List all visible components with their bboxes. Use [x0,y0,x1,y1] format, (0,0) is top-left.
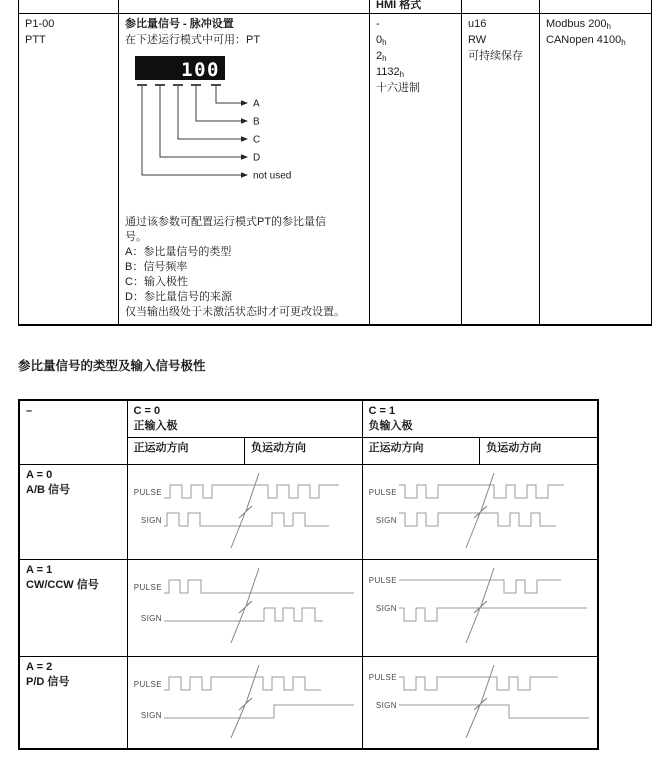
sign-label: SIGN [375,701,397,710]
param-id: P1-00 [25,18,55,30]
a-value: A = 2 [26,661,53,673]
hmi-value: $1132_h$ [376,66,405,79]
display-value: 100 [181,59,220,81]
pulse-label: PULSE [133,583,162,592]
body-line: 通过该参数可配置运行模式PT的参比量信 [125,216,327,228]
pin-label-a: A [253,98,260,110]
hmi-format-cell [370,14,462,326]
canopen-address: CANopen $4100_h$ [546,34,626,47]
signal-type-table [18,399,599,750]
waveform-a1-c1 [362,560,598,657]
arrow-icon [241,172,248,177]
c1-title: C = 1 [368,405,396,417]
sign-label: SIGN [375,516,397,525]
polarity-header-row [19,400,598,438]
pulse-label: PULSE [368,488,397,497]
waveform-a0-c1 [362,465,598,560]
body-line: A：参比量信号的类型 [125,246,232,258]
pin-label-d: D [253,152,261,164]
header-cell-empty-1 [19,0,119,14]
callout-c [178,86,260,146]
c1-dir-pos-cell: 正运动方向 [362,438,480,465]
parameter-table [18,0,652,326]
signal-name: P/D 信号 [26,676,70,688]
arrow-icon [241,100,248,105]
callout-a [216,86,260,110]
waveform-a0-c0 [127,465,362,560]
parameter-row [19,14,652,326]
c0-title: C = 0 [133,405,161,417]
c1-header-cell [362,400,598,438]
display-diagram-svg [127,54,363,200]
hmi-value: $0_h$ [376,34,387,47]
modbus-address: Modbus $200_h$ [546,18,611,31]
body-line: 仅当输出级处于未激活状态时才可更改设置。 [125,306,345,318]
header-cell-empty-4 [540,0,652,14]
pulse-label: PULSE [368,673,397,682]
row-a0 [19,465,598,560]
corner-cell: – [19,400,127,465]
param-code: PTT [25,34,46,46]
arrow-icon [241,118,248,123]
waveform-a2-c0-svg [128,657,362,741]
param-id-cell [19,14,119,326]
body-line: B：信号频率 [125,261,188,273]
pulse-label: PULSE [368,576,397,585]
time-break-icon [466,473,494,548]
sign-waveform [164,608,323,621]
sign-label: SIGN [140,711,162,720]
pulse-waveform [399,677,558,690]
pulse-label: PULSE [133,488,162,497]
row-a2 [19,657,598,750]
time-break-icon [466,665,494,738]
address-cell [540,14,652,326]
pin-label-c: C [253,134,261,146]
hmi-value: - [376,18,380,30]
pulse-label: PULSE [133,680,162,689]
header-cell-hmi-format [370,0,462,14]
access-rights: RW [468,34,487,46]
pin-label-b: B [253,116,260,128]
row-a1 [19,560,598,657]
display-diagram [127,54,363,205]
waveform-a2-c1 [362,657,598,750]
param-body-text [125,215,363,320]
c1-dir-neg-cell: 负运动方向 [480,438,598,465]
pulse-waveform [399,485,564,498]
pulse-waveform [164,580,354,593]
sign-label: SIGN [140,516,162,525]
time-break-icon [231,568,259,643]
param-title: 参比量信号 - 脉冲设置 [125,18,234,30]
sign-waveform [164,705,354,718]
a-value: A = 1 [26,564,53,576]
param-description-cell [119,14,370,326]
hmi-value: 十六进制 [376,82,420,94]
waveform-a2-c1-svg [363,657,597,741]
hmi-format-header-label: HMI 格式 [376,0,422,11]
waveform-a2-c0 [127,657,362,750]
callout-not-used [142,86,291,182]
signal-name: CW/CCW 信号 [26,579,99,591]
persistence: 可持续保存 [468,50,523,62]
c0-header-cell [127,400,362,438]
waveform-a0-c1-svg [363,465,597,551]
c0-dir-neg-cell: 负运动方向 [245,438,363,465]
sign-waveform [164,513,329,526]
waveform-a1-c0-svg [128,560,362,648]
parameter-table-header-row [19,0,652,14]
body-line: C：输入极性 [125,276,188,288]
callout-d [160,86,260,164]
header-cell-empty-2 [119,0,370,14]
row-a2-label-cell [19,657,127,750]
c1-subtitle: 负输入极 [368,420,413,432]
data-type: u16 [468,18,487,30]
param-subtitle: 在下述运行模式中可用：PT [125,34,261,46]
pulse-waveform [399,580,561,593]
waveform-a0-c0-svg [128,465,362,551]
signal-name: A/B 信号 [26,484,70,496]
waveform-a1-c0 [127,560,362,657]
row-a1-label-cell [19,560,127,657]
digit-tick-marks [137,84,221,86]
data-type-cell [462,14,540,326]
callout-b [196,86,260,128]
arrow-icon [241,136,248,141]
body-line: 号。 [125,231,147,243]
sign-waveform [399,608,587,621]
waveform-a1-c1-svg [363,560,597,648]
arrow-icon [241,154,248,159]
sign-label: SIGN [375,604,397,613]
header-cell-empty-3 [462,0,540,14]
row-a0-label-cell [19,465,127,560]
pulse-waveform [164,677,321,690]
section-heading: 参比量信号的类型及输入信号极性 [18,359,206,373]
time-break-icon [231,665,259,738]
time-break-icon [231,473,259,548]
body-line: D：参比量信号的来源 [125,291,232,303]
hmi-value: $2_h$ [376,50,387,63]
c0-dir-pos-cell: 正运动方向 [127,438,245,465]
pin-label-not-used: not used [253,170,292,182]
sign-waveform [399,705,589,718]
time-break-icon [466,568,494,643]
c0-subtitle: 正输入极 [133,420,178,432]
sign-label: SIGN [140,614,162,623]
a-value: A = 0 [26,469,53,481]
